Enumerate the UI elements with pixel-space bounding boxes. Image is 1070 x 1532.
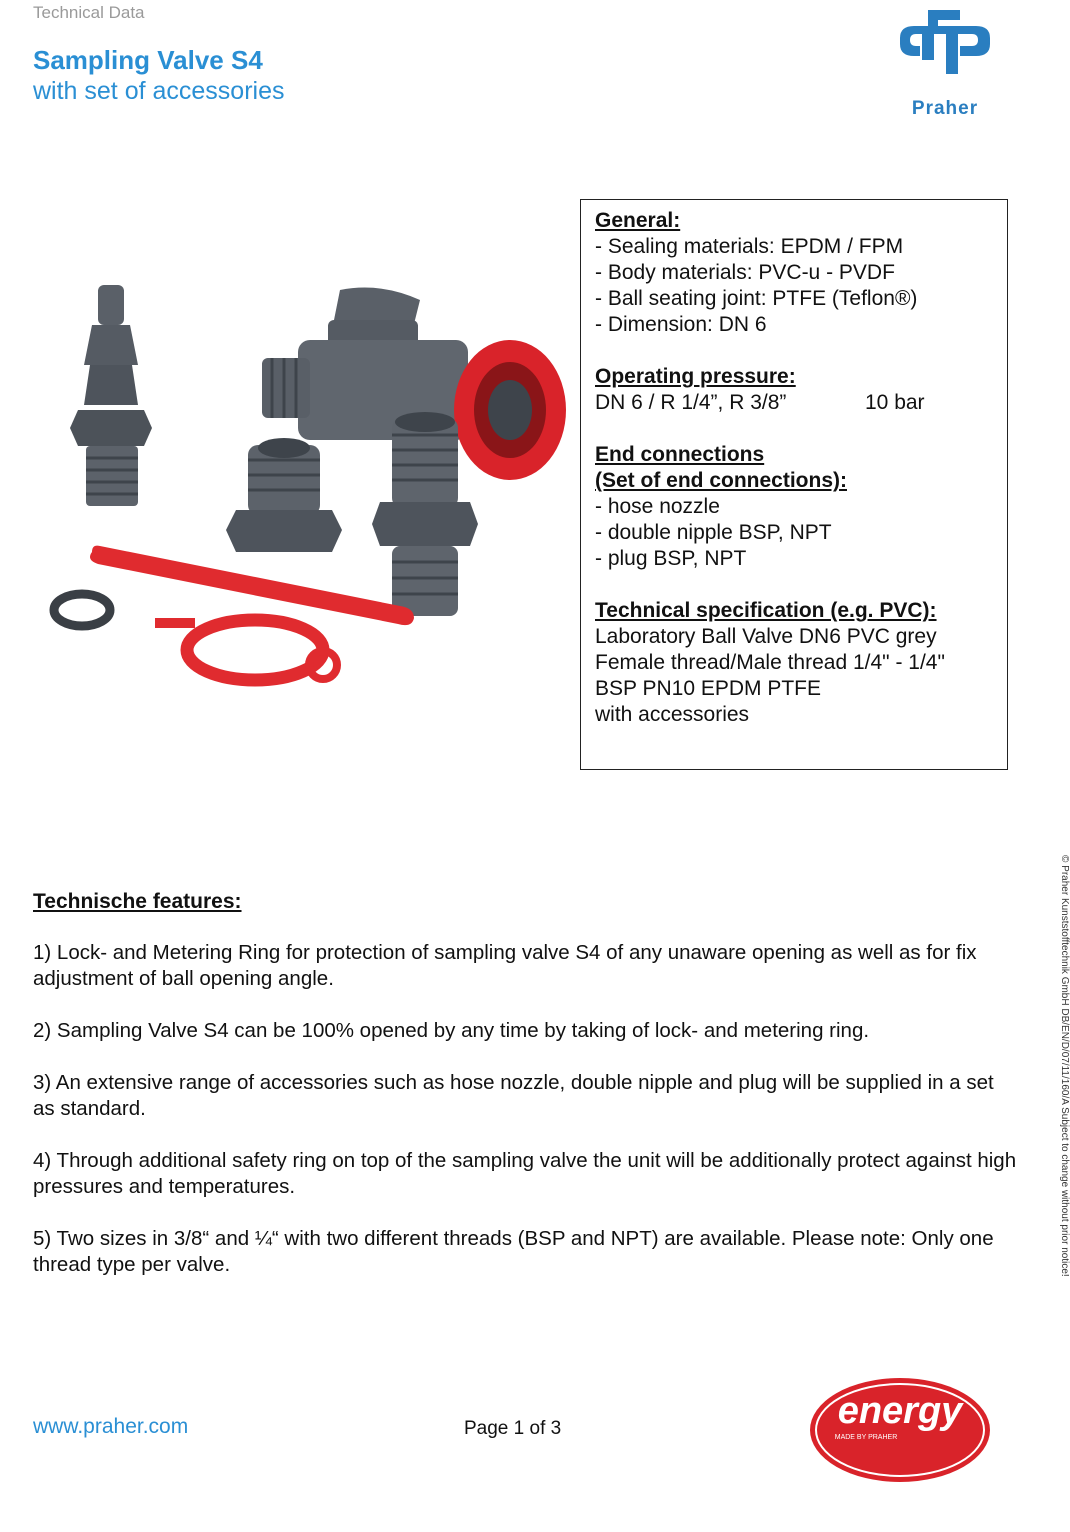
feature-item: 5) Two sizes in 3/8“ and ¼“ with two different threads (BSP and NPT) are available. Please note: Only one thread type per valve. bbox=[33, 1227, 994, 1276]
energy-logo-subtext: MADE BY PRAHER bbox=[834, 1434, 898, 1441]
feature-item: 4) Through additional safety ring on top of the sampling valve the unit will be additionally protect against high pressures and temperatures. bbox=[33, 1149, 1017, 1198]
energy-logo bbox=[808, 1375, 993, 1485]
energy-logo-icon bbox=[808, 1375, 993, 1485]
general-heading: General: bbox=[595, 209, 681, 232]
operating-pressure-section bbox=[595, 364, 993, 416]
website-link[interactable]: www.praher.com bbox=[33, 1415, 189, 1438]
end-connections-section bbox=[595, 442, 993, 572]
page-number: Page 1 of 3 bbox=[464, 1418, 562, 1439]
praher-logo-text: Praher bbox=[911, 98, 979, 119]
end-connection-item: - double nipple BSP, NPT bbox=[595, 521, 832, 544]
praher-logo bbox=[890, 2, 1000, 122]
end-connections-heading: End connections bbox=[595, 443, 765, 466]
energy-logo-text: energy bbox=[837, 1390, 963, 1432]
operating-pressure-value: 10 bar bbox=[865, 391, 925, 414]
technical-spec-heading: Technical specification (e.g. PVC): bbox=[595, 599, 937, 622]
end-connection-item: - hose nozzle bbox=[595, 495, 720, 518]
operating-pressure-heading: Operating pressure: bbox=[595, 365, 796, 388]
copyright-side-note: © Praher Kunststofftechnik GmbH DB/EN/D/07/11/160/A Subject to change without prior notice! bbox=[1059, 855, 1070, 1277]
feature-item: 2) Sampling Valve S4 can be 100% opened by any time by taking of lock- and metering ring. bbox=[33, 1019, 870, 1042]
page-title: Sampling Valve S4 bbox=[33, 45, 263, 75]
page-subtitle: with set of accessories bbox=[33, 77, 285, 105]
product-image bbox=[40, 270, 550, 690]
operating-pressure-label: DN 6 / R 1/4”, R 3/8” bbox=[595, 391, 787, 414]
end-connection-item: - plug BSP, NPT bbox=[595, 547, 747, 570]
document-type-label: Technical Data bbox=[33, 3, 145, 22]
general-item: - Dimension: DN 6 bbox=[595, 313, 767, 336]
technical-spec-line: with accessories bbox=[595, 703, 750, 726]
features-heading: Technische features: bbox=[33, 890, 242, 913]
safety-strap-image bbox=[90, 546, 414, 626]
technical-spec-line: BSP PN10 EPDM PTFE bbox=[595, 677, 822, 700]
specification-box bbox=[580, 199, 1008, 770]
features-list bbox=[33, 940, 1018, 1304]
end-connections-subheading: (Set of end connections): bbox=[595, 469, 847, 492]
hose-nozzle-image bbox=[70, 285, 152, 506]
general-item: - Body materials: PVC-u - PVDF bbox=[595, 261, 895, 284]
general-section bbox=[595, 208, 993, 338]
feature-item: 1) Lock- and Metering Ring for protection of sampling valve S4 of any unaware opening as well as for fix adjustment of ball opening angle. bbox=[33, 941, 977, 990]
metering-ring-image bbox=[155, 618, 337, 680]
feature-item: 3) An extensive range of accessories such as hose nozzle, double nipple and plug will be supplied in a set as standard. bbox=[33, 1071, 994, 1120]
general-item: - Ball seating joint: PTFE (Teflon®) bbox=[595, 287, 918, 310]
technical-spec-section bbox=[595, 598, 993, 728]
technical-spec-line: Female thread/Male thread 1/4" - 1/4" bbox=[595, 651, 945, 674]
plug-image bbox=[226, 438, 342, 552]
general-item: - Sealing materials: EPDM / FPM bbox=[595, 235, 904, 258]
technical-spec-line: Laboratory Ball Valve DN6 PVC grey bbox=[595, 625, 937, 648]
o-ring-image bbox=[54, 594, 110, 626]
praher-logo-icon bbox=[890, 2, 1000, 98]
